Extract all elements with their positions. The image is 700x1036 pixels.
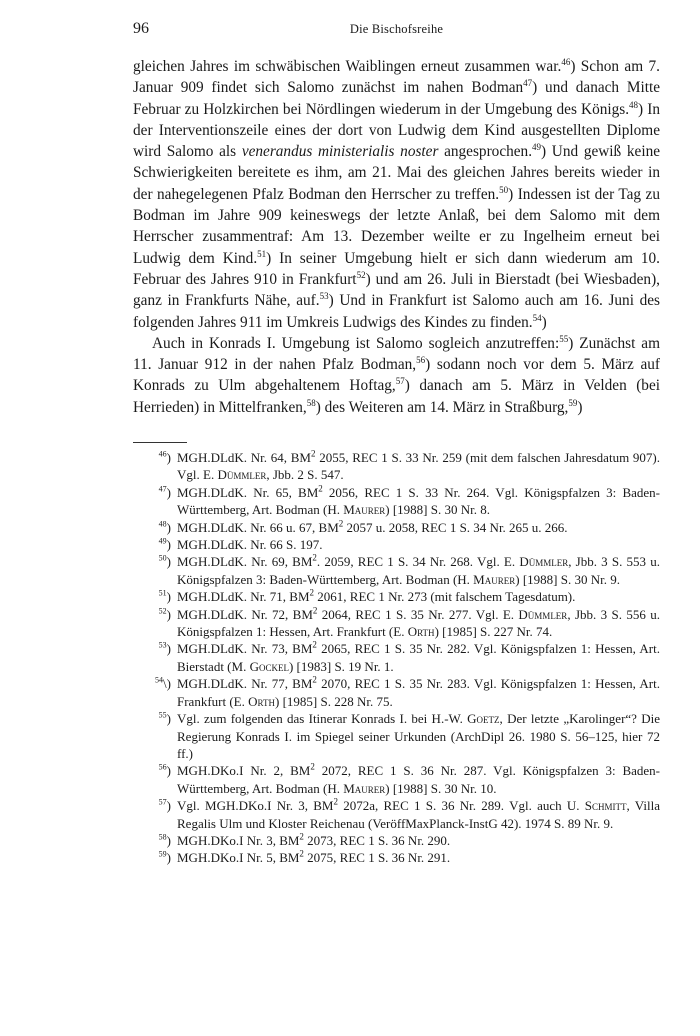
superscript: 2 bbox=[312, 605, 318, 616]
author-name: Dümmler bbox=[217, 467, 267, 483]
footnote-text: ) [1988] S. 30 Nr. 8. bbox=[385, 502, 490, 518]
footnote-text: 2070, REC 1 S. 35 Nr. 283. Vgl. Königspfalzen 1: Hessen, Art. Frankfurt (E. bbox=[177, 676, 660, 709]
footnote-text: , Jbb. 2 S. 547. bbox=[266, 467, 344, 483]
footnote-text: MGH.DLdK. Nr. 65, BM bbox=[177, 484, 319, 500]
footnote-text: 2072, REC 1 S. 36 Nr. 287. Vgl. Königspfalzen 3: Baden-Württemberg, Art. Bodman (H. bbox=[177, 763, 661, 796]
superscript: 2 bbox=[333, 796, 338, 807]
superscript: 2 bbox=[312, 674, 317, 685]
footnote-57 bbox=[133, 797, 660, 832]
footnote-text: MGH.DLdK. Nr. 66 u. 67, BM bbox=[177, 519, 339, 535]
footnote-text: 2055, REC 1 S. 33 Nr. 259 (mit dem falschen Jahresdatum 907). Vgl. E. bbox=[177, 450, 660, 483]
footnote-number bbox=[133, 606, 171, 623]
footnote-text: 2065, REC 1 S. 35 Nr. 282. Vgl. Königspfalzen 1: Hessen, Art. Bierstadt (M. bbox=[177, 641, 660, 674]
footnote-number-digits: 49 bbox=[158, 536, 167, 546]
footnote-number bbox=[133, 553, 171, 570]
text-run: ) In seiner Umgebung hielt er sich dann wiederum am 10. Februar des Jahres 910 in Frankfurt bbox=[133, 249, 660, 288]
footnote-ref: 48 bbox=[629, 99, 639, 110]
latin-quote: venerandus ministerialis noster bbox=[241, 143, 439, 161]
footnote-number bbox=[133, 849, 171, 866]
footnote-number-digits: 54 bbox=[155, 675, 164, 685]
footnote-number-paren: ) bbox=[166, 519, 171, 535]
footnote-48 bbox=[133, 519, 660, 536]
superscript: 2 bbox=[338, 518, 344, 529]
footnote-53 bbox=[133, 640, 660, 675]
footnote-number bbox=[133, 449, 171, 466]
footnote-number bbox=[133, 762, 171, 779]
footnote-ref: 52 bbox=[356, 269, 366, 280]
footnote-number-paren: ) bbox=[166, 450, 171, 465]
author-name: Dümmler bbox=[519, 554, 569, 570]
text-run: Auch in Konrads I. Umgebung ist Salomo sogleich anzutreffen: bbox=[152, 334, 560, 352]
footnote-number bbox=[133, 832, 171, 849]
footnote-number-paren: ) bbox=[166, 537, 171, 553]
text-run: ) danach am 5. März in Velden (bei Herrieden) in Mittelfranken, bbox=[133, 377, 661, 416]
author-name: Gockel bbox=[249, 658, 289, 674]
footnote-number-digits: 57 bbox=[158, 797, 167, 807]
superscript: 2 bbox=[311, 448, 316, 459]
text-run: angesprochen. bbox=[438, 143, 533, 161]
footnote-ref: 59 bbox=[568, 397, 578, 408]
text-run: ) bbox=[577, 398, 583, 416]
footnote-number-digits: 50 bbox=[158, 554, 167, 564]
footnote-text: MGH.DLdK. Nr. 71, BM bbox=[177, 589, 310, 605]
superscript: 2 bbox=[312, 553, 317, 564]
text-run: ) Schon am 7. Januar 909 findet sich Salomo zunächst im nahen Bodman bbox=[133, 58, 660, 97]
running-header bbox=[133, 20, 660, 40]
footnote-ref: 57 bbox=[395, 376, 405, 387]
footnote-47 bbox=[133, 484, 660, 519]
footnote-ref: 51 bbox=[257, 248, 267, 259]
footnote-ref: 46 bbox=[561, 56, 571, 67]
footnote-number-digits: 55 bbox=[158, 710, 167, 720]
footnote-52 bbox=[133, 606, 660, 641]
footnote-number-digits: 52 bbox=[158, 606, 167, 616]
text-run: ) In der Interventionszeile eines der dort von Ludwig dem Kind ausgestellten Diplome wird Salomo als bbox=[133, 100, 660, 161]
footnote-text: , Jbb. 3 S. 553 u. Königspfalzen 3: Baden-Württemberg, Art. Bodman (H. bbox=[177, 554, 660, 587]
footnote-number bbox=[133, 519, 171, 536]
footnote-text: 2072a, REC 1 S. 36 Nr. 289. Vgl. auch U. bbox=[337, 798, 585, 814]
footnote-text: ) [1983] S. 19 Nr. 1. bbox=[288, 658, 394, 674]
footnote-number bbox=[133, 484, 171, 501]
footnote-58 bbox=[133, 832, 660, 849]
footnote-text: Vgl. MGH.DKo.I Nr. 3, BM bbox=[177, 798, 334, 814]
text-run: ) des Weiteren am 14. März in Straßburg, bbox=[315, 398, 569, 416]
footnote-text: 2057 u. 2058, REC 1 S. 34 Nr. 265 u. 266. bbox=[343, 519, 568, 535]
author-name: Schmitt bbox=[584, 798, 627, 814]
footnote-ref: 50 bbox=[499, 184, 509, 195]
footnote-text: MGH.DKo.I Nr. 3, BM bbox=[177, 832, 300, 848]
footnote-text: ) [1985] S. 228 Nr. 75. bbox=[274, 693, 393, 709]
text-run: ) Indessen ist der Tag zu Bodman im Jahre 909 keineswegs der letzte Anlaß, bei dem Salomo mit dem Herrscher zusammentraf: Am 13. Dezember weilte er zu Ingelheim erneut bei Ludwig dem Kind. bbox=[133, 185, 660, 267]
footnote-number-paren: ) bbox=[166, 711, 171, 727]
footnote-number-paren: ) bbox=[166, 832, 171, 848]
superscript: 2 bbox=[310, 761, 315, 772]
footnote-number-digits: 58 bbox=[158, 832, 167, 842]
footnote-56 bbox=[133, 762, 660, 797]
footnote-separator bbox=[133, 442, 187, 443]
text-run: ) und danach Mitte Februar zu Holzkirchen bei Nördlingen wiederum in der Umgebung des Königs. bbox=[133, 79, 660, 118]
footnote-text: ) [1985] S. 227 Nr. 74. bbox=[434, 624, 553, 640]
footnote-text: 2064, REC 1 S. 35 Nr. 277. Vgl. E. bbox=[317, 606, 519, 622]
footnote-number-paren: ) bbox=[166, 484, 171, 500]
page-number: 96 bbox=[133, 20, 149, 37]
footnote-ref: 58 bbox=[306, 397, 316, 408]
footnote-text: ) [1988] S. 30 Nr. 9. bbox=[515, 571, 620, 587]
footnote-number-paren: ) bbox=[166, 763, 171, 779]
footnote-text: , Der letzte „Karolinger“? Die Regierung Konrads I. im Spiegel seiner Urkunden (ArchDipl 26. 1980 S. 56–125, hier 72 ff.) bbox=[177, 711, 660, 761]
footnote-text: Vgl. zum folgenden das Itinerar Konrads I. bei H.-W. bbox=[177, 711, 468, 727]
footnote-number bbox=[133, 588, 171, 605]
footnote-text: 2061, REC 1 Nr. 273 (mit falschem Tagesdatum). bbox=[314, 589, 576, 605]
footnote-number bbox=[133, 710, 171, 727]
footnote-text: MGH.DLdK. Nr. 72, BM bbox=[177, 606, 313, 622]
footnote-text: MGH.DLdK. Nr. 77, BM bbox=[177, 676, 313, 692]
footnote-text: MGH.DKo.I Nr. 2, BM bbox=[177, 763, 311, 779]
text-run: ) Zunächst am 11. Januar 912 in der nahen Pfalz Bodman, bbox=[133, 334, 660, 374]
superscript: 2 bbox=[309, 587, 315, 598]
footnote-ref: 49 bbox=[532, 142, 542, 153]
footnote-number-digits: 47 bbox=[158, 484, 167, 494]
footnote-ref: 54 bbox=[532, 312, 542, 323]
footnote-number-digits: 46 bbox=[158, 449, 167, 459]
text-run: ) sodann noch vor dem 5. März auf Konrads zu Ulm abgehaltenem Hoftag, bbox=[133, 356, 660, 395]
author-name: Dümmler bbox=[518, 606, 568, 622]
footnote-number-paren: \) bbox=[163, 676, 171, 692]
text-run: gleichen Jahres im schwäbischen Waiblingen erneut zusammen war. bbox=[133, 58, 562, 75]
footnote-number-paren: ) bbox=[166, 798, 171, 814]
text-run: ) Und in Frankfurt ist Salomo auch am 16. Juni des folgenden Jahres 911 im Umkreis Ludwigs des Kindes zu finden. bbox=[133, 292, 660, 331]
author-name: Orth bbox=[248, 693, 275, 709]
footnote-ref: 47 bbox=[523, 78, 533, 89]
footnote-number bbox=[133, 640, 171, 657]
main-text bbox=[133, 56, 660, 418]
footnote-text: MGH.DLdK. Nr. 66 S. 197. bbox=[177, 537, 323, 553]
author-name: Maurer bbox=[343, 502, 386, 518]
footnote-50 bbox=[133, 553, 660, 588]
footnote-54 bbox=[133, 675, 660, 710]
paragraph-2 bbox=[133, 333, 660, 418]
footnote-text: , Villa Regalis Ulm und Kloster Reichenau (VeröffMaxPlanck-InstG 42). 1974 S. 89 Nr. 9. bbox=[177, 798, 660, 831]
footnote-text: 2075, REC 1 S. 36 Nr. 291. bbox=[303, 850, 451, 866]
footnote-number-digits: 48 bbox=[158, 519, 167, 529]
footnote-ref: 55 bbox=[559, 333, 569, 344]
footnote-49 bbox=[133, 536, 660, 553]
footnote-51 bbox=[133, 588, 660, 605]
footnote-number bbox=[133, 675, 171, 692]
paragraph-1 bbox=[133, 56, 660, 333]
footnote-number-paren: ) bbox=[166, 641, 171, 657]
text-run: ) und am 26. Juli in Bierstadt (bei Wiesbaden), ganz in Frankfurts Nähe, auf. bbox=[133, 270, 660, 310]
footnote-ref: 56 bbox=[416, 355, 426, 366]
footnote-number bbox=[133, 536, 171, 553]
footnote-text: 2056, REC 1 S. 33 Nr. 264. Vgl. Königspfalzen 3: Baden-Württemberg, Art. Bodman (H. bbox=[177, 484, 660, 518]
footnotes bbox=[133, 449, 660, 867]
footnote-number-digits: 53 bbox=[158, 641, 167, 651]
footnote-number-paren: ) bbox=[166, 554, 171, 570]
author-name: Orth bbox=[407, 624, 435, 640]
footnote-55 bbox=[133, 710, 660, 762]
footnote-46 bbox=[133, 449, 660, 484]
footnote-59 bbox=[133, 849, 660, 866]
footnote-text: MGH.DLdK. Nr. 69, BM bbox=[177, 554, 313, 570]
author-name: Maurer bbox=[343, 780, 386, 796]
footnote-text: ) [1988] S. 30 Nr. 10. bbox=[385, 780, 497, 796]
footnote-number bbox=[133, 797, 171, 814]
footnote-text: MGH.DLdK. Nr. 73, BM bbox=[177, 641, 313, 657]
footnote-number-paren: ) bbox=[166, 606, 171, 622]
footnote-text: 2073, REC 1 S. 36 Nr. 290. bbox=[303, 832, 451, 848]
superscript: 2 bbox=[318, 483, 323, 494]
superscript: 2 bbox=[299, 849, 304, 860]
superscript: 2 bbox=[312, 640, 317, 651]
footnote-ref: 53 bbox=[319, 291, 329, 302]
author-name: Maurer bbox=[473, 571, 516, 587]
superscript: 2 bbox=[299, 831, 304, 842]
footnote-number-digits: 56 bbox=[158, 762, 167, 772]
footnote-text: MGH.DKo.I Nr. 5, BM bbox=[177, 850, 300, 866]
footnote-text: . 2059, REC 1 S. 34 Nr. 268. Vgl. E. bbox=[316, 554, 520, 570]
footnote-text: , Jbb. 3 S. 556 u. Königspfalzen 1: Hessen, Art. Frankfurt (E. bbox=[177, 606, 660, 640]
footnote-number-paren: ) bbox=[166, 850, 171, 866]
footnote-number-digits: 59 bbox=[158, 850, 167, 860]
running-title: Die Bischofsreihe bbox=[349, 22, 444, 36]
text-run: ) Und gewiß keine Schwierigkeiten bereitete es ihm, am 21. Mai des gleichen Jahres bereits wieder in der nahegelegenen Pfalz Bodman den Herrscher zu treffen. bbox=[133, 143, 661, 203]
footnote-number-paren: ) bbox=[166, 589, 171, 605]
author-name: Goetz bbox=[467, 711, 500, 727]
footnote-text: MGH.DLdK. Nr. 64, BM bbox=[177, 450, 311, 465]
text-run: ) bbox=[541, 313, 547, 331]
footnote-number-digits: 51 bbox=[158, 588, 167, 598]
